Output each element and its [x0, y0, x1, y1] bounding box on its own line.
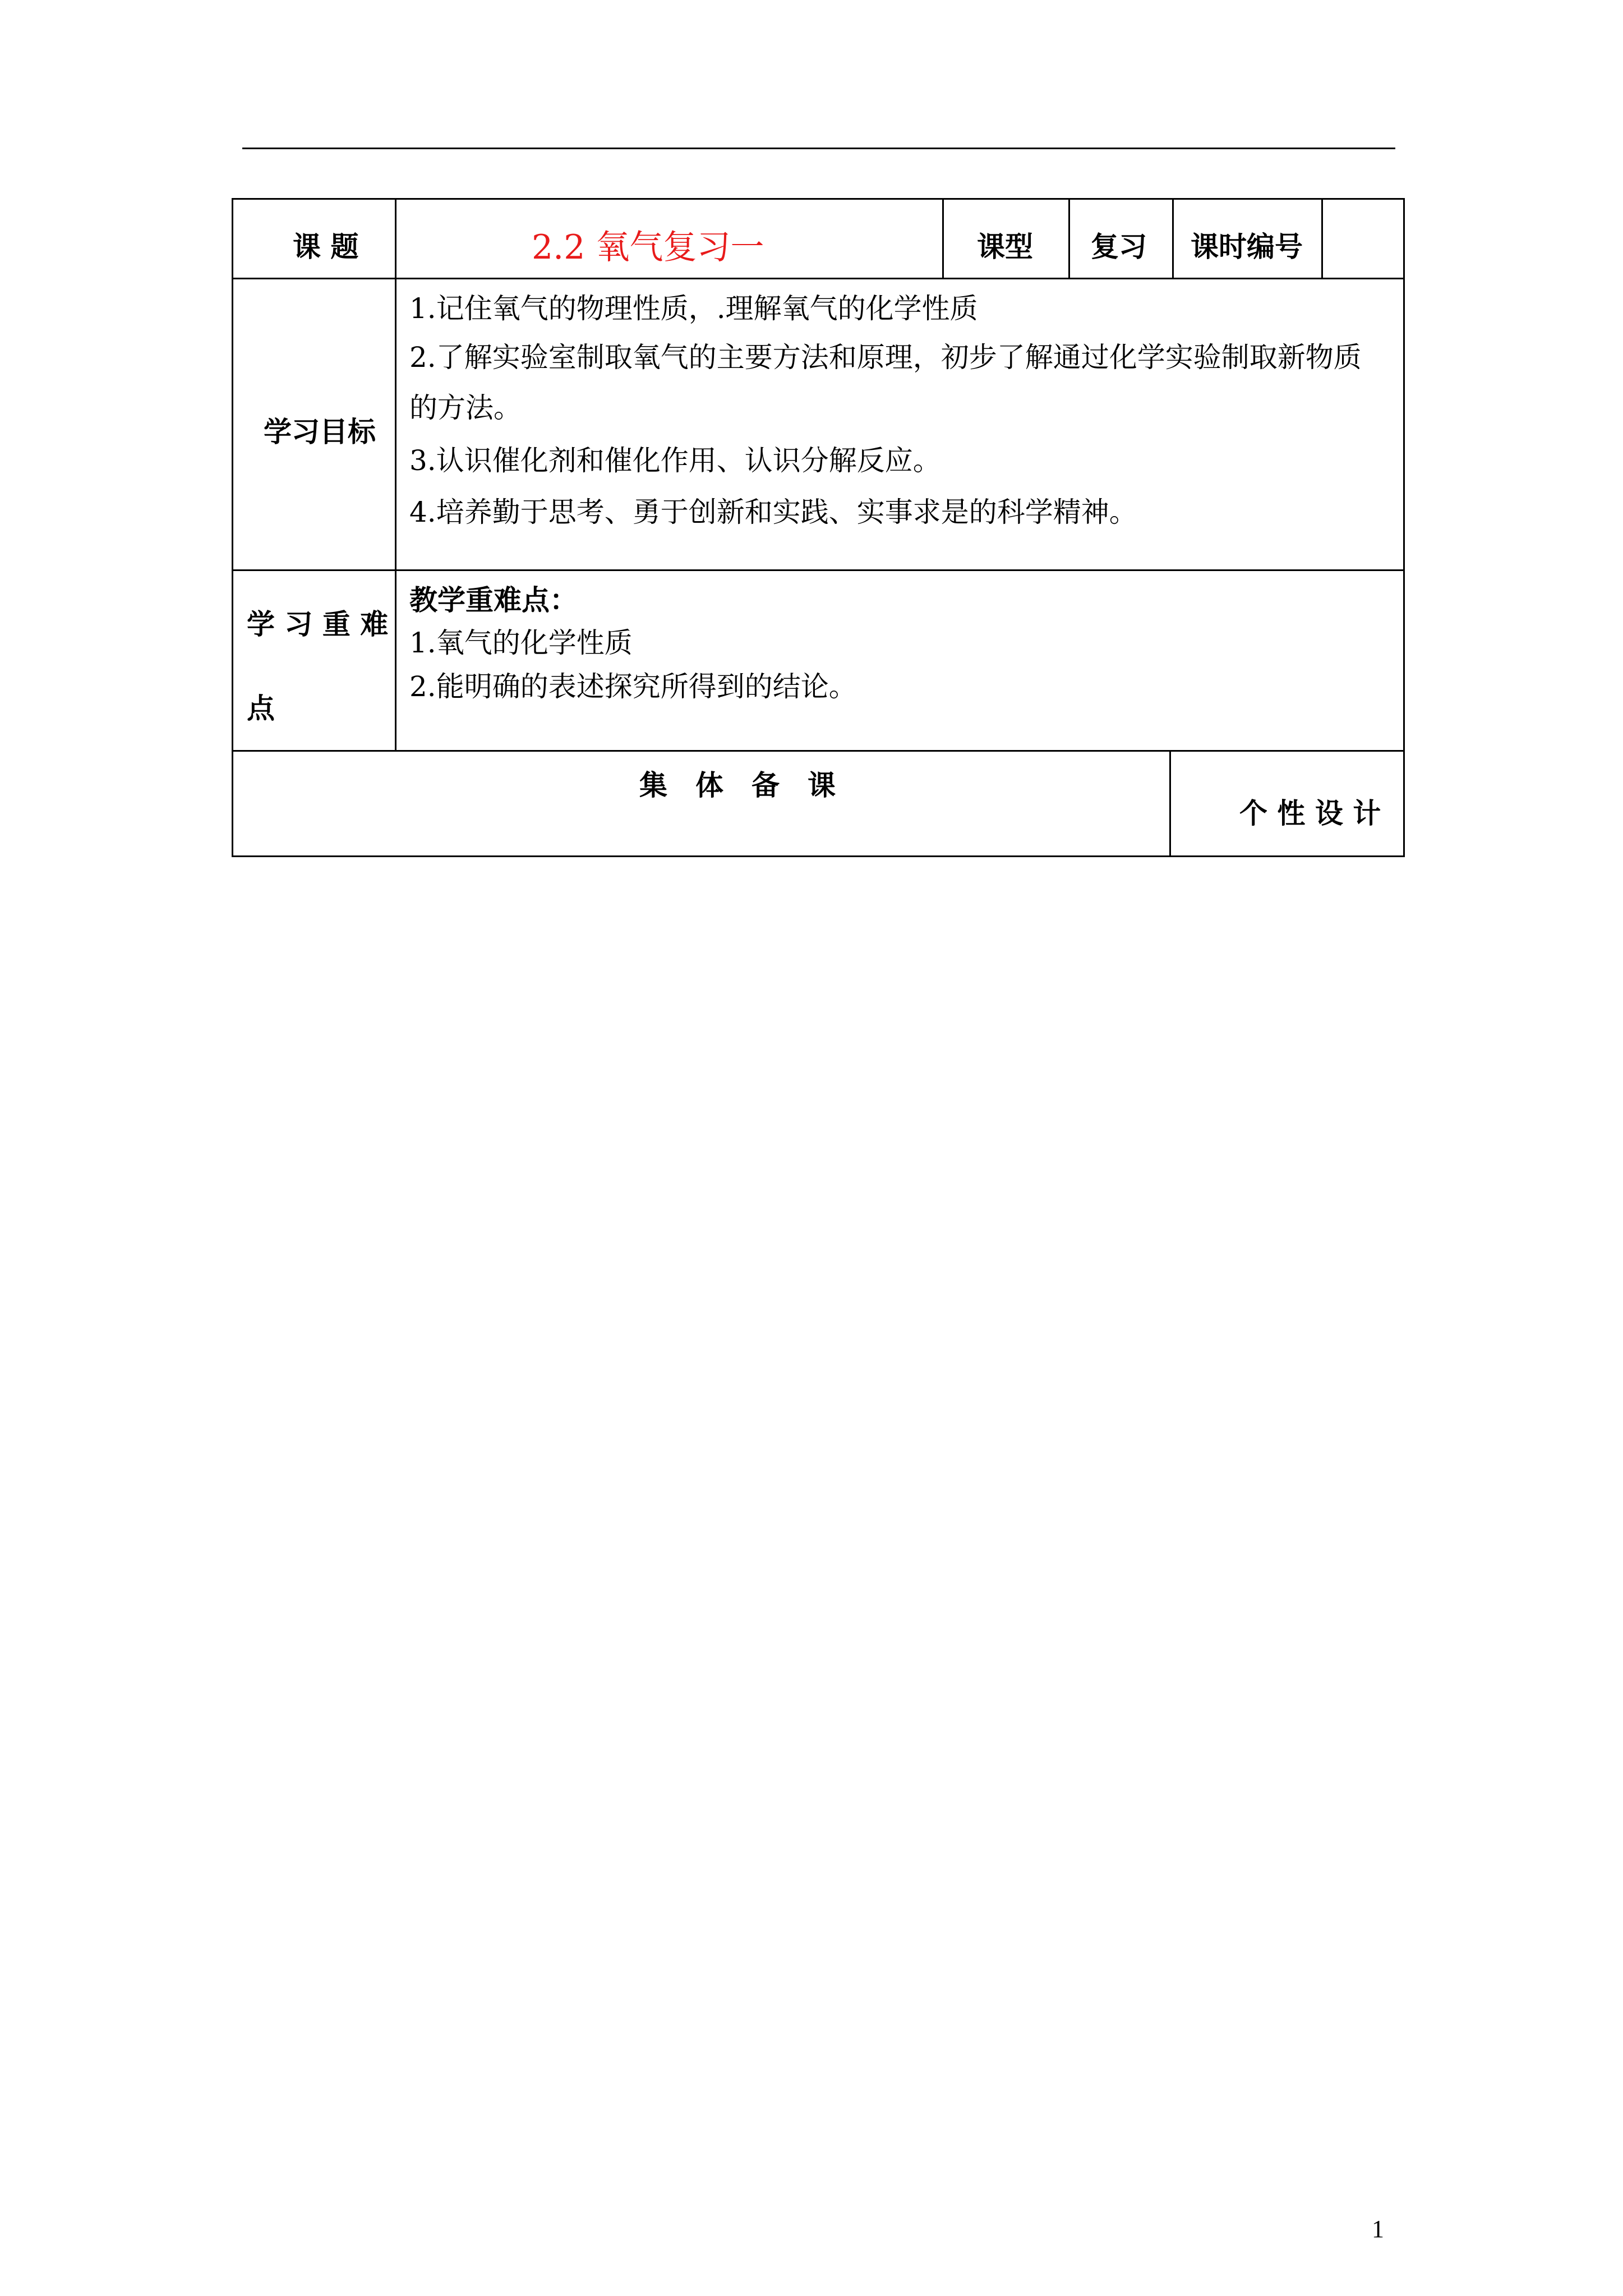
lesson-type-value: 复习: [1091, 230, 1147, 263]
row-divider-3: [232, 750, 1405, 752]
lesson-number-label: 课时编号: [1191, 230, 1303, 263]
objective-line-3: 的方法。: [409, 392, 522, 424]
page-number: 1: [1372, 2215, 1384, 2243]
header-rule: [242, 148, 1395, 149]
objective-line-1: 1.记住氧气的物理性质，.理解氧气的化学性质: [409, 292, 978, 325]
objective-line-4: 3.认识催化剂和催化作用、认识分解反应。: [409, 444, 941, 477]
objective-line-2: 2.了解实验室制取氧气的主要方法和原理，初步了解通过化学实验制取新物质: [409, 341, 1362, 374]
group-prep-label: 集 体 备 课: [639, 769, 836, 802]
objective-line-5: 4.培养勤于思考、勇于创新和实践、实事求是的科学精神。: [409, 496, 1137, 528]
personal-design-label: 个 性 设 计: [1239, 797, 1381, 830]
row-divider-1: [232, 278, 1405, 279]
col-divider-title: [942, 198, 944, 278]
objectives-label: 学习目标: [264, 415, 376, 448]
key-points-label-line2: 点: [247, 692, 275, 725]
key-point-2: 2.能明确的表述探究所得到的结论。: [409, 670, 857, 703]
key-point-1: 1.氧气的化学性质: [409, 627, 633, 659]
col-divider-personal: [1169, 750, 1171, 857]
row-divider-2: [232, 569, 1405, 571]
key-points-label-line1: 学 习 重 难: [247, 608, 389, 641]
key-points-heading: 教学重难点：: [409, 583, 578, 616]
lesson-type-label: 课型: [977, 230, 1033, 263]
col-divider-1: [395, 198, 396, 750]
col-divider-number: [1321, 198, 1323, 278]
lesson-title: 2.2 氧气复习一: [532, 228, 764, 267]
subject-label: 课 题: [293, 230, 359, 263]
col-divider-review: [1172, 198, 1174, 278]
col-divider-type: [1068, 198, 1070, 278]
